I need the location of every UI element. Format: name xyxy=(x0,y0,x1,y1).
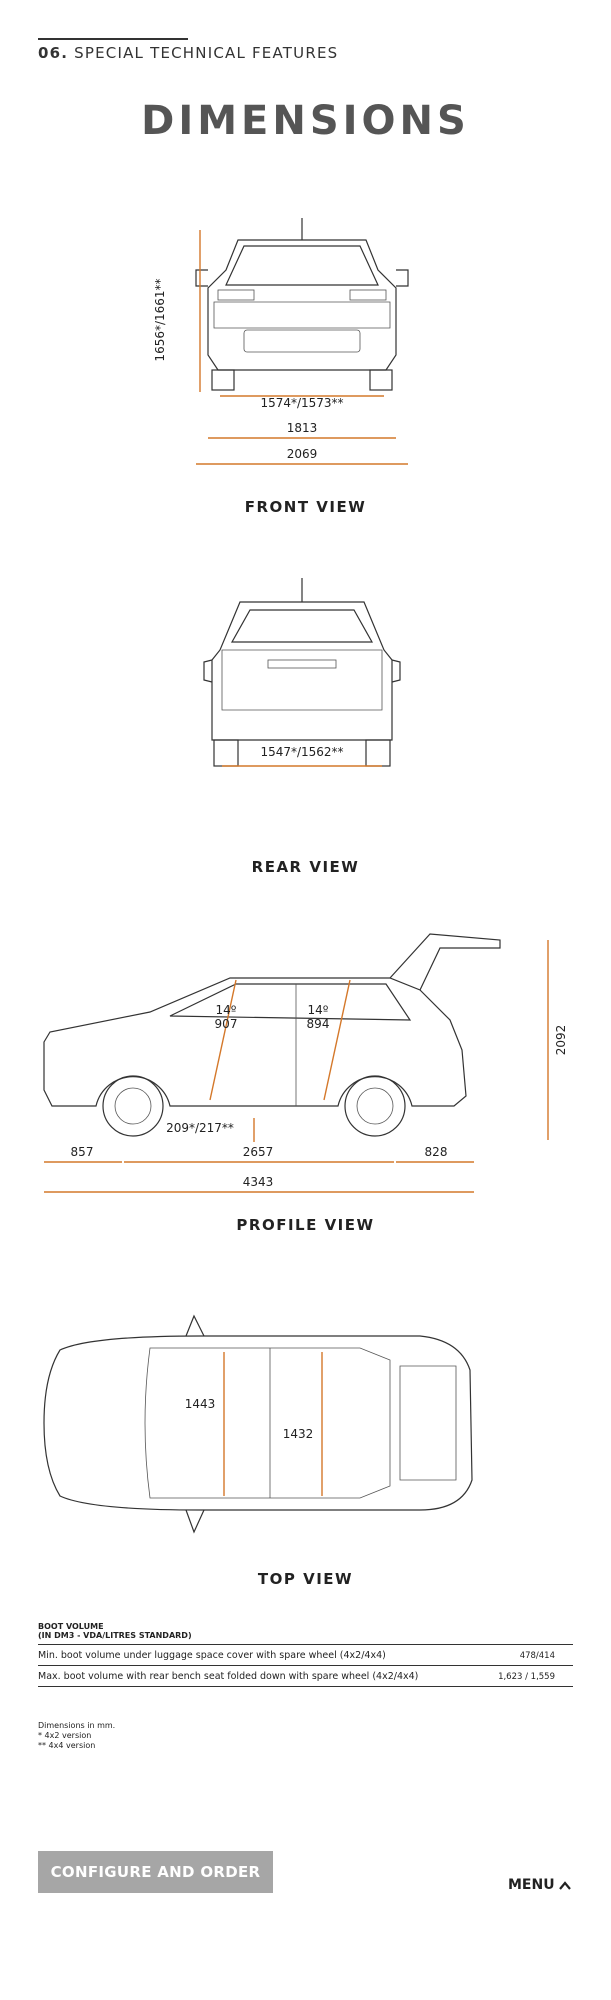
profile-angle1: 14º xyxy=(215,1003,237,1017)
boot-volume-heading xyxy=(38,1622,192,1640)
boot-title-line1: BOOT VOLUME xyxy=(38,1622,104,1631)
configure-and-order-button[interactable] xyxy=(38,1851,273,1893)
top-view-label: TOP VIEW xyxy=(257,1570,354,1588)
profile-length-label: 4343 xyxy=(242,1175,274,1189)
section-number: 06. xyxy=(38,44,69,62)
section-rule xyxy=(38,38,188,40)
top-view-drawing xyxy=(0,1300,611,1560)
profile-view-label: PROFILE VIEW xyxy=(236,1216,375,1234)
profile-leg2: 894 xyxy=(306,1017,330,1031)
front-height-label: 1656*/1661** xyxy=(153,278,167,362)
page-title: DIMENSIONS xyxy=(141,98,470,144)
profile-rear-leg-line xyxy=(324,980,350,1100)
profile-front-overhang-label: 857 xyxy=(70,1145,94,1159)
table-row xyxy=(38,1666,573,1687)
profile-height-label: 2092 xyxy=(554,1024,568,1056)
front-body-width-label: 1813 xyxy=(286,421,318,435)
profile-front-leg-line xyxy=(210,980,236,1100)
rear-view-label: REAR VIEW xyxy=(251,858,360,876)
note-4x4: ** 4x4 version xyxy=(38,1741,96,1750)
profile-angle2: 14º xyxy=(307,1003,329,1017)
footnotes xyxy=(38,1721,115,1751)
profile-wheelbase-label: 2657 xyxy=(242,1145,274,1159)
section-heading xyxy=(38,44,338,62)
note-units: Dimensions in mm. xyxy=(38,1721,116,1730)
cta-label: CONFIGURE AND ORDER xyxy=(50,1863,261,1881)
profile-ground-label: 209*/217** xyxy=(166,1121,234,1135)
boot-row-label: Max. boot volume with rear bench seat folded down with spare wheel (4x2/4x4) xyxy=(38,1666,465,1687)
menu-button[interactable] xyxy=(508,1877,571,1893)
profile-rear-overhang-label: 828 xyxy=(424,1145,448,1159)
top-rear-width-label: 1432 xyxy=(282,1427,314,1441)
rear-car-outline xyxy=(204,578,400,766)
front-mirror-width-label: 2069 xyxy=(286,447,318,461)
boot-row-label: Min. boot volume under luggage space cover with spare wheel (4x2/4x4) xyxy=(38,1645,465,1666)
boot-row-value: 1,623 / 1,559 xyxy=(465,1666,573,1687)
boot-row-value: 478/414 xyxy=(465,1645,573,1666)
front-track-label: 1574*/1573** xyxy=(260,396,344,410)
front-car-outline xyxy=(196,218,408,390)
profile-car-outline xyxy=(44,934,500,1136)
boot-title-line2: (IN DM3 - VDA/LITRES STANDARD) xyxy=(38,1631,192,1640)
chevron-up-icon xyxy=(559,1880,571,1890)
section-label: SPECIAL TECHNICAL FEATURES xyxy=(74,44,339,62)
rear-track-label: 1547*/1562** xyxy=(260,745,344,759)
top-front-width-label: 1443 xyxy=(184,1397,216,1411)
table-row xyxy=(38,1645,573,1666)
menu-label: MENU xyxy=(508,1877,555,1893)
top-car-outline xyxy=(44,1316,472,1532)
rear-view-drawing xyxy=(0,570,611,820)
front-view-drawing xyxy=(0,210,611,480)
front-view-label: FRONT VIEW xyxy=(244,498,367,516)
profile-leg1: 907 xyxy=(214,1017,238,1031)
note-4x2: * 4x2 version xyxy=(38,1731,92,1740)
boot-volume-table xyxy=(38,1644,573,1687)
profile-view-drawing xyxy=(0,920,611,1210)
